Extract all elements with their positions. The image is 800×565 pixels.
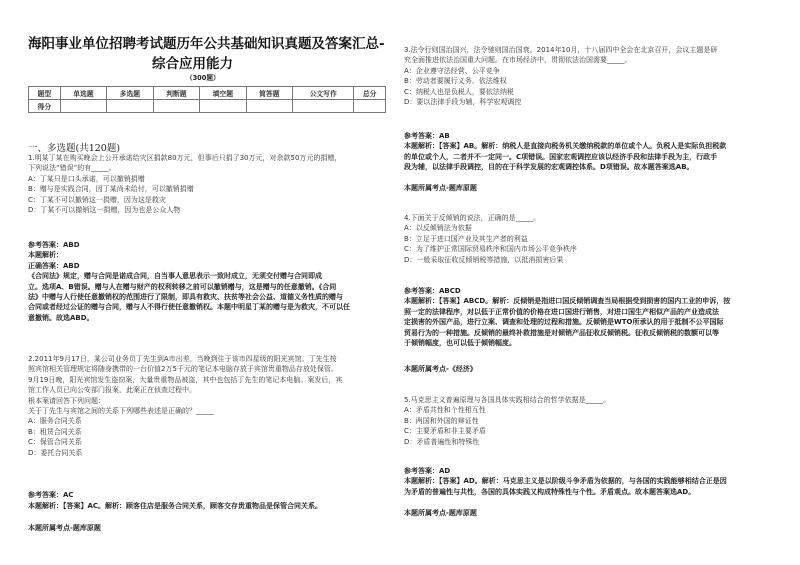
score-table — [28, 86, 386, 113]
score-cell — [293, 100, 354, 113]
score-header-writing: 公文写作 — [293, 87, 354, 100]
score-header-total: 总分 — [354, 87, 386, 100]
question-3-answer-block — [404, 131, 774, 173]
score-cell — [246, 100, 292, 113]
question-1-answer-block — [28, 240, 390, 323]
analysis-line: 法》中赠与人行使任意撤销权的范围进行了限制，即具有救灾、扶贫等社会公益、道德义务性质的赠与 — [28, 293, 343, 302]
question-stem-line: 关于丁先生与宾馆之间的关系下列哪些表述是正确的？_____ — [28, 407, 214, 416]
question-stem-line: 照宾馆相关管理规定将随身携带的一台价值2万5千元的笔记本电脑存放于宾馆贵重物品存放处保管。 — [28, 365, 338, 374]
question-2-analysis: 本题解析：【答案】AC。解析：顾客住店是服务合同关系，顾客交存贵重物品是保管合同关系。 — [28, 502, 323, 510]
score-table-score-row — [29, 100, 386, 113]
option-a: A：服务合同关系 — [28, 417, 82, 426]
question-5 — [404, 395, 774, 447]
option-c: C：丁某不可以撤销这一捐赠，因为这是救灾 — [28, 195, 166, 204]
analysis-line: 本题解析：【答案】AD。解析：马克思主义是以阶级斗争矛盾为依据的，与各国的实践能够相结合正是因 — [404, 477, 727, 486]
analysis-line: 的单位或个人，二者并不一定同一。C项错误。国家宏观调控应该以经济手段和法律手段为主，行政手 — [404, 152, 718, 161]
question-2-answer: 参考答案：AC — [28, 491, 74, 499]
analysis-line: 本题解析：【答案】AB。解析：纳税人是直接向税务机关缴纳税款的单位或个人。负税人是实际负担税款 — [404, 142, 727, 151]
answer-label: 参考答案：AD — [404, 467, 451, 475]
question-2-source: 本题所属考点-题库原题 — [28, 524, 101, 532]
score-header-multi: 多选题 — [107, 87, 153, 100]
question-stem-line: 究全面推进依法治国重大问题。在市场经济中，贯彻依法治国需要_____。 — [404, 56, 632, 65]
score-cell — [60, 100, 106, 113]
question-4-answer-block — [404, 286, 774, 348]
answer-label: 参考答案：AB — [404, 132, 450, 140]
section-heading: 一、多选题(共120题) — [28, 143, 121, 154]
question-4 — [404, 213, 774, 265]
question-stem-line: 4.下面关于反倾销的说法，正确的是_____。 — [404, 214, 541, 222]
analysis-line: 段为辅，以法律手段调控，目的在于科学发展的宏观调控体系。D项错误。故本题答案选AB。 — [404, 163, 694, 172]
option-a: A：丁某只是口头承诺，可以撤销捐赠 — [28, 174, 145, 183]
option-c: C：保管合同关系 — [28, 438, 82, 447]
option-a: A：以反倾销法为依据 — [404, 224, 472, 233]
question-stem-line: 2.2011年9月17日，某公司业务员丁先生到A市出差，当晚到住于该市四星级的阳光宾馆。丁先生按 — [28, 355, 337, 363]
analysis-line: 意撤销。故选ABD。 — [28, 313, 94, 322]
question-stem-line: 1.明某丁某在购买晚会上公开承诺给灾区捐款80万元，但事后只捐了30万元，对余款50万元的捐赠， — [28, 154, 342, 162]
question-stem-line: 馆工作人员已向公安部门报案，此案正在侦查过程中。 — [28, 386, 196, 395]
option-d: D：一般采取征收反倾销税等措施，以抵消损害后果 — [404, 255, 564, 264]
option-d: D：要以法律手段为辅，科学宏观调控 — [404, 98, 522, 107]
document-title-line2: 综合应用能力 — [152, 56, 233, 72]
analysis-line: 《合同法》规定，赠与合同是诺成合同，自当事人意思表示一致时成立，无须交付赠与合同即成 — [28, 272, 322, 281]
question-2 — [28, 354, 390, 458]
question-stem-line: 下列说法“错误”的有_____。 — [28, 164, 116, 173]
question-stem-line: 3.法令行则国治国兴，法令驰则国治国衰。2014年10月，十八届四中全会在北京召开，会议主题是研 — [404, 46, 718, 54]
score-table-header-row — [29, 87, 386, 100]
question-4-source: 本题所属考点-《经济》 — [404, 365, 477, 373]
question-stem-line: 根本案请回答下列问题： — [28, 396, 105, 405]
option-d: D：矛盾普遍性和特殊性 — [404, 437, 480, 446]
analysis-line: 合同或者经过公证的赠与合同，赠与人不得行使任意撤销权。本题中明星丁某的赠与是为救灾，不可以任 — [28, 303, 350, 312]
analysis-line: 照一定的法律程序，对以低于正常价值的价格在进口国进行销售，对进口国生产相似产品的产业造成法 — [404, 307, 719, 316]
score-header-type: 题型 — [29, 87, 61, 100]
document-title-line1: 海阳事业单位招聘考试题历年公共基础知识真题及答案汇总- — [28, 36, 385, 52]
score-header-single: 单选题 — [60, 87, 106, 100]
question-5-source: 本题所属考点-题库原题 — [404, 509, 477, 517]
score-header-judge: 判断题 — [153, 87, 199, 100]
question-1 — [28, 153, 390, 215]
correct-answer: 正确答案：ABD — [28, 261, 80, 270]
score-header-short: 简答题 — [246, 87, 292, 100]
analysis-line: 为矛盾的普遍性与共性，各国的具体实践又构成特殊性与个性。矛盾观点。故本题答案选AD。 — [404, 487, 696, 496]
score-cell — [354, 100, 386, 113]
answer-label: 参考答案：ABCD — [404, 287, 461, 295]
analysis-line: 贸易行为的一种措施。反倾销的最终补救措施是对倾销产品征收反倾销税。征收反倾销税的数额可以等 — [404, 328, 719, 337]
answer-label: 参考答案：ABD — [28, 241, 80, 249]
option-b: B：租赁合同关系 — [28, 427, 82, 436]
analysis-line: 定损害的外国产品，进行立案、调查和处理的过程和措施。反倾销是WTO所承认的用于抵制不公平国际 — [404, 318, 724, 327]
score-cell — [107, 100, 153, 113]
option-b: B：劳动者要履行义务、依法维权 — [404, 77, 507, 86]
option-c: C：为了维护正常国际贸易秩序和国内市场公平竞争秩序 — [404, 245, 577, 254]
option-c: C：纳税人也是负税人，要依法纳税 — [404, 87, 514, 96]
question-3-source: 本题所属考点-题库原题 — [404, 184, 477, 192]
score-row-label: 得分 — [29, 100, 61, 113]
question-stem-line: 5.马克思主义普遍原理与各国具体实践相结合的哲学依据是_____。 — [404, 396, 611, 404]
option-b: B：两国和外国的辩证性 — [404, 416, 479, 425]
score-cell — [153, 100, 199, 113]
score-header-fill: 填空题 — [200, 87, 246, 100]
option-d: D：丁某不可以撤销这一捐赠，因为也是公众人物 — [28, 206, 181, 215]
question-stem-line: 9月19日晚，阳光宾馆发生盗窃案，大量贵重物品被盗，其中也包括丁先生的笔记本电脑。案发后，宾 — [28, 375, 343, 384]
analysis-line: 本题解析：【答案】ABCD。解析：反倾销是指进口国反倾销调查当局根据受到损害的国内工业的申诉，按 — [404, 297, 731, 306]
document-subtitle: （300题） — [186, 74, 220, 82]
option-d: D：委托合同关系 — [28, 448, 83, 457]
option-b: B：立足于进口国产业及其生产者的利益 — [404, 234, 528, 243]
question-5-answer-block — [404, 466, 774, 497]
analysis-line: 立。选项A、B错误。赠与人在赠与财产的权利转移之前可以撤销赠与，这是赠与的任意撤销。《合同 — [28, 282, 337, 291]
analysis-label: 本题解析： — [28, 251, 63, 260]
option-a: A：矛盾共性和个性相互性 — [404, 406, 486, 415]
analysis-line: 于倾销幅度，也可以低于倾销幅度。 — [404, 339, 516, 348]
option-b: B：赠与是实践合同，因丁某尚未给付，可以撤销捐赠 — [28, 185, 194, 194]
option-c: C：主要矛盾和非主要矛盾 — [404, 427, 486, 436]
question-3 — [404, 45, 774, 107]
option-a: A：企业遵守法经营、公平竞争 — [404, 66, 500, 75]
score-cell — [200, 100, 246, 113]
